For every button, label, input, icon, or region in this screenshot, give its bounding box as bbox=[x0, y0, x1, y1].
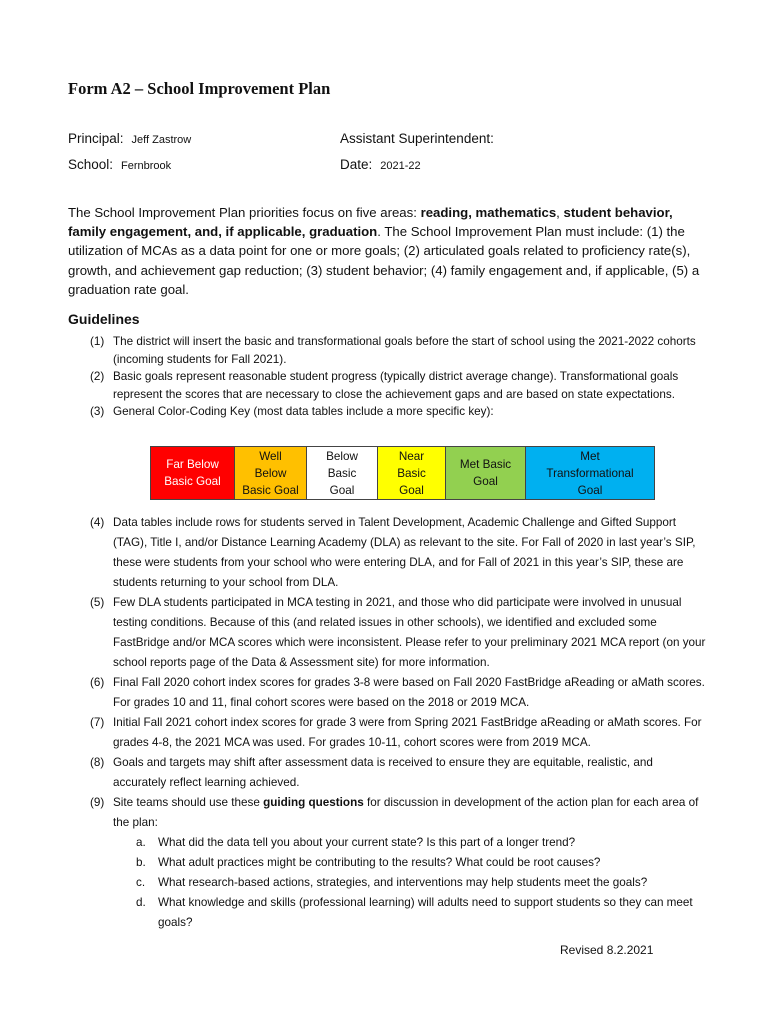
school-label: School: bbox=[68, 157, 114, 172]
guidelines-heading: Guidelines bbox=[68, 311, 140, 327]
list-item bbox=[68, 513, 708, 593]
guidelines-list-1 bbox=[68, 333, 708, 421]
item-number: (1) bbox=[90, 335, 105, 348]
sub-item-text: What research-based actions, strategies, and interventions may help students meet the goals? bbox=[158, 876, 648, 889]
guidelines-list-2 bbox=[68, 513, 708, 933]
color-key-label: Goal bbox=[473, 475, 498, 488]
item-text: Basic goals represent reasonable student progress (typically district average change). Transformational goals represent the scores that are necessary to close the achievement gaps and are based on state expectations. bbox=[113, 370, 679, 401]
item-text: for discussion in development of the action plan for each area of the plan: bbox=[113, 796, 699, 829]
intro-text: . The School Improvement Plan must include: (1) the utilization of MCAs as a data point for one or more goals; (2) articulated goals related to proficiency rate(s), growth, and achievement gap reduction; (3) student behavior; (4) family engagement and, if applicable, (5) a graduation rate goal. bbox=[68, 224, 700, 297]
list-item bbox=[68, 673, 708, 713]
revision-date: Revised 8.2.2021 bbox=[560, 943, 654, 957]
page-title: Form A2 – School Improvement Plan bbox=[68, 79, 331, 98]
item-bold: guiding questions bbox=[263, 796, 364, 809]
item-text: Site teams should use these bbox=[113, 796, 264, 809]
assistant-superintendent-label: Assistant Superintendent: bbox=[340, 131, 494, 146]
color-key-label: Transformational bbox=[546, 466, 634, 480]
color-coding-key bbox=[150, 446, 655, 500]
sub-item bbox=[68, 833, 708, 853]
color-key-cell bbox=[378, 447, 446, 500]
sub-item bbox=[68, 853, 708, 873]
sub-item-letter: c. bbox=[136, 876, 146, 889]
color-key-label: Below bbox=[326, 449, 358, 463]
school-value: Fernbrook bbox=[121, 160, 172, 172]
item-text: Final Fall 2020 cohort index scores for grades 3-8 were based on Fall 2020 FastBridge aReading or aMath scores. For grades 10 and 11, final cohort scores were based on the 2018 or 2019 MCA. bbox=[113, 676, 705, 709]
item-number: (9) bbox=[90, 796, 105, 809]
color-key-cell bbox=[235, 447, 307, 500]
principal-value: Jeff Zastrow bbox=[131, 134, 192, 146]
color-key-label: Met Basic bbox=[459, 458, 512, 471]
list-item bbox=[68, 403, 708, 421]
color-key-label: Goal bbox=[577, 483, 603, 497]
intro-paragraph bbox=[68, 203, 708, 299]
principal-field bbox=[68, 131, 191, 146]
color-key-label: Well bbox=[259, 449, 282, 463]
intro-text: , bbox=[556, 205, 564, 220]
sub-item-text: What did the data tell you about your current state? Is this part of a longer trend? bbox=[158, 836, 576, 849]
color-key-label: Goal bbox=[329, 483, 355, 497]
school-field bbox=[68, 157, 171, 172]
list-item bbox=[68, 368, 708, 403]
list-item bbox=[68, 753, 708, 793]
list-item bbox=[68, 593, 708, 673]
date-label: Date: bbox=[340, 157, 373, 172]
item-number: (2) bbox=[90, 370, 105, 383]
date-value: 2021-22 bbox=[380, 160, 421, 172]
intro-text: The School Improvement Plan priorities focus on five areas: bbox=[68, 205, 421, 220]
color-key-label: Basic bbox=[327, 466, 357, 480]
color-key-label: Near bbox=[398, 449, 425, 463]
assistant-superintendent-field bbox=[340, 131, 494, 146]
color-key-row bbox=[151, 447, 655, 500]
sub-item bbox=[68, 893, 708, 933]
intro-bold: reading, mathematics bbox=[420, 205, 557, 220]
color-key-label: Below bbox=[254, 466, 287, 480]
item-number: (6) bbox=[90, 676, 105, 689]
item-text: Few DLA students participated in MCA testing in 2021, and those who did participate were involved in unusual testing conditions. Because of this (and related issues in other schools), we identified and excluded some FastBridge and/or MCA scores which were inconsistent. Please refer to your preliminary 2021 MCA report (on your school reports page of the Data & Assessment site) for more information. bbox=[113, 596, 706, 669]
list-item-guiding-questions bbox=[68, 793, 708, 833]
item-number: (5) bbox=[90, 596, 105, 609]
item-text: Goals and targets may shift after assessment data is received to ensure they are equitable, realistic, and accurately reflect learning achieved. bbox=[113, 756, 653, 789]
item-number: (8) bbox=[90, 756, 105, 769]
item-text: The district will insert the basic and transformational goals before the start of school using the 2021-2022 cohorts (incoming students for Fall 2021). bbox=[113, 335, 696, 366]
color-key-label: Basic Goal bbox=[164, 475, 221, 488]
date-field bbox=[340, 157, 421, 172]
color-key-cell bbox=[446, 447, 526, 500]
list-item bbox=[68, 713, 708, 753]
item-number: (7) bbox=[90, 716, 105, 729]
list-item bbox=[68, 333, 708, 368]
sub-item bbox=[68, 873, 708, 893]
sub-item-text: What adult practices might be contributing to the results? What could be root causes? bbox=[158, 856, 601, 869]
item-text: Initial Fall 2021 cohort index scores for grade 3 were from Spring 2021 FastBridge aReading or aMath scores. For grades 4-8, the 2021 MCA was used. For grades 10-11, cohort scores were from 2019 MCA. bbox=[113, 716, 702, 749]
color-key-label: Met bbox=[580, 449, 600, 463]
intro-bold: student behavior, family engagement, and, if applicable, graduation bbox=[68, 205, 673, 240]
sub-item-letter: d. bbox=[136, 896, 146, 909]
principal-label: Principal: bbox=[68, 131, 124, 146]
item-text: Data tables include rows for students served in Talent Development, Academic Challenge and Gifted Support (TAG), Title I, and/or Distance Learning Academy (DLA) as relevant to the site. For Fall of 2020 in last year’s SIP, these were students from your school who were entering DLA, and for Fall of 2021 in this year’s SIP, these are students returning to your school from DLA. bbox=[113, 516, 696, 589]
sub-item-letter: a. bbox=[136, 836, 146, 849]
item-number: (3) bbox=[90, 405, 105, 418]
sub-item-letter: b. bbox=[136, 856, 146, 869]
color-key-label: Basic bbox=[397, 466, 426, 480]
item-text: General Color-Coding Key (most data tables include a more specific key): bbox=[113, 405, 494, 418]
sub-item-text: What knowledge and skills (professional learning) will adults need to support students so they can meet goals? bbox=[158, 896, 693, 929]
item-number: (4) bbox=[90, 516, 105, 529]
color-key-cell bbox=[526, 447, 655, 500]
color-key-label: Basic Goal bbox=[242, 483, 299, 497]
color-key-cell bbox=[307, 447, 378, 500]
color-key-label: Goal bbox=[399, 483, 424, 497]
color-key-cell bbox=[151, 447, 235, 500]
color-key-label: Far Below bbox=[166, 458, 219, 471]
